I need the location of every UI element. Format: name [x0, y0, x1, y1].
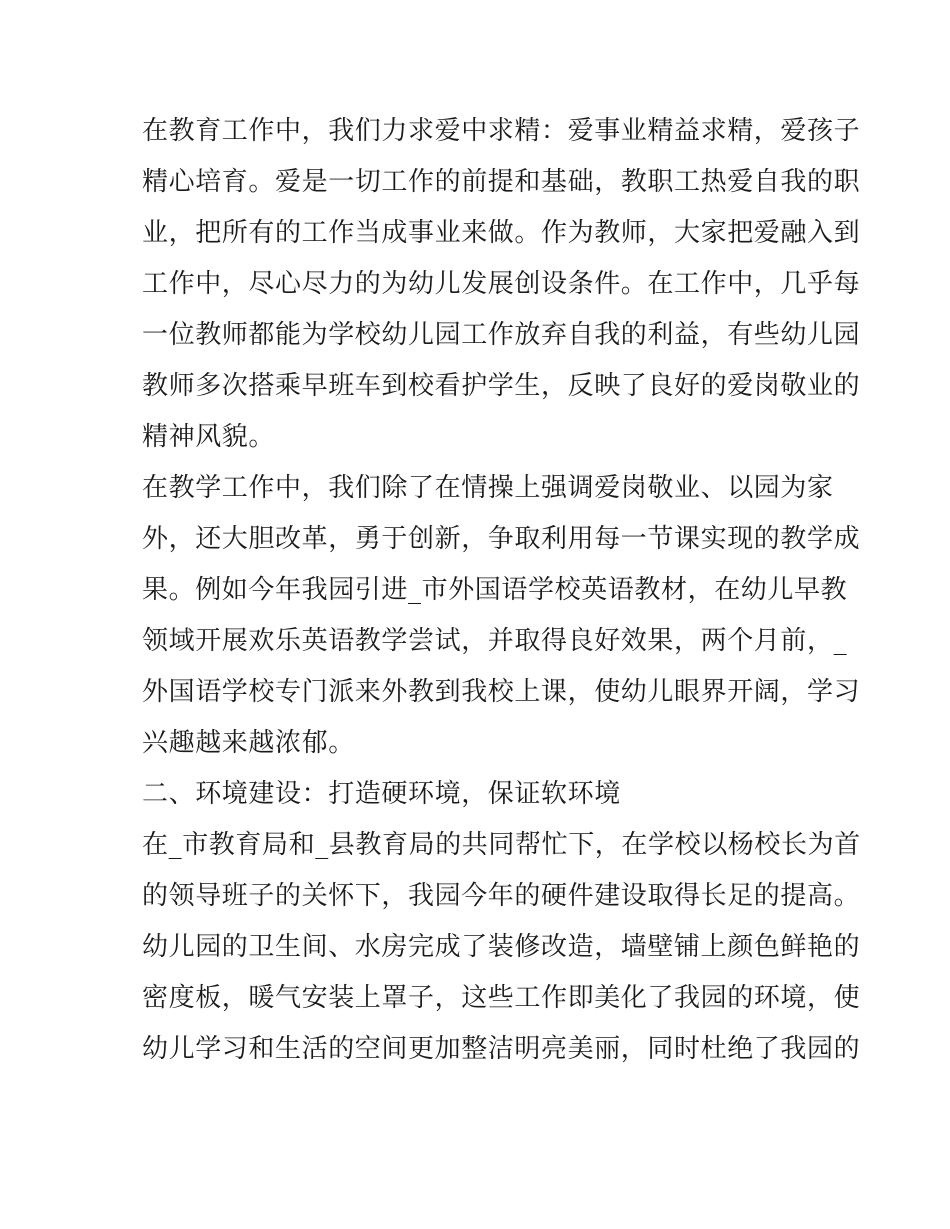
text-line: 果。例如今年我园引进_市外国语学校英语教材，在幼儿早教	[142, 575, 848, 605]
text-line: 密度板，暖气安装上罩子，这些工作即美化了我园的环境，使	[142, 983, 861, 1013]
text-line: 在_市教育局和_县教育局的共同帮忙下，在学校以杨校长为首	[142, 830, 861, 860]
text-line: 领域开展欢乐英语教学尝试，并取得良好效果，两个月前，_	[142, 626, 848, 656]
text-line: 兴趣越来越浓郁。	[142, 728, 355, 758]
text-line: 业，把所有的工作当成事业来做。作为教师，大家把爱融入到	[142, 218, 861, 248]
text-line: 幼儿园的卫生间、水房完成了装修改造，墙壁铺上颜色鲜艳的	[142, 932, 861, 962]
text-line: 在教育工作中，我们力求爱中求精：爱事业精益求精，爱孩子	[142, 116, 861, 146]
text-line: 精神风貌。	[142, 422, 276, 452]
text-line: 幼儿学习和生活的空间更加整洁明亮美丽，同时杜绝了我园的	[142, 1034, 861, 1064]
text-line: 精心培育。爱是一切工作的前提和基础，教职工热爱自我的职	[142, 167, 861, 197]
text-line: 工作中，尽心尽力的为幼儿发展创设条件。在工作中，几乎每	[142, 269, 861, 299]
text-line: 的领导班子的关怀下，我园今年的硬件建设取得长足的提高。	[142, 881, 861, 911]
text-line: 一位教师都能为学校幼儿园工作放弃自我的利益，有些幼儿园	[142, 320, 861, 350]
text-line: 在教学工作中，我们除了在情操上强调爱岗敬业、以园为家	[142, 473, 834, 503]
text-line: 外，还大胆改革，勇于创新，争取利用每一节课实现的教学成	[142, 524, 861, 554]
text-line: 外国语学校专门派来外教到我校上课，使幼儿眼界开阔，学习	[142, 677, 861, 707]
document-body	[142, 106, 861, 1075]
section-heading: 二、环境建设：打造硬环境，保证软环境	[142, 779, 621, 809]
text-line: 教师多次搭乘早班车到校看护学生，反映了良好的爱岗敬业的	[142, 371, 861, 401]
